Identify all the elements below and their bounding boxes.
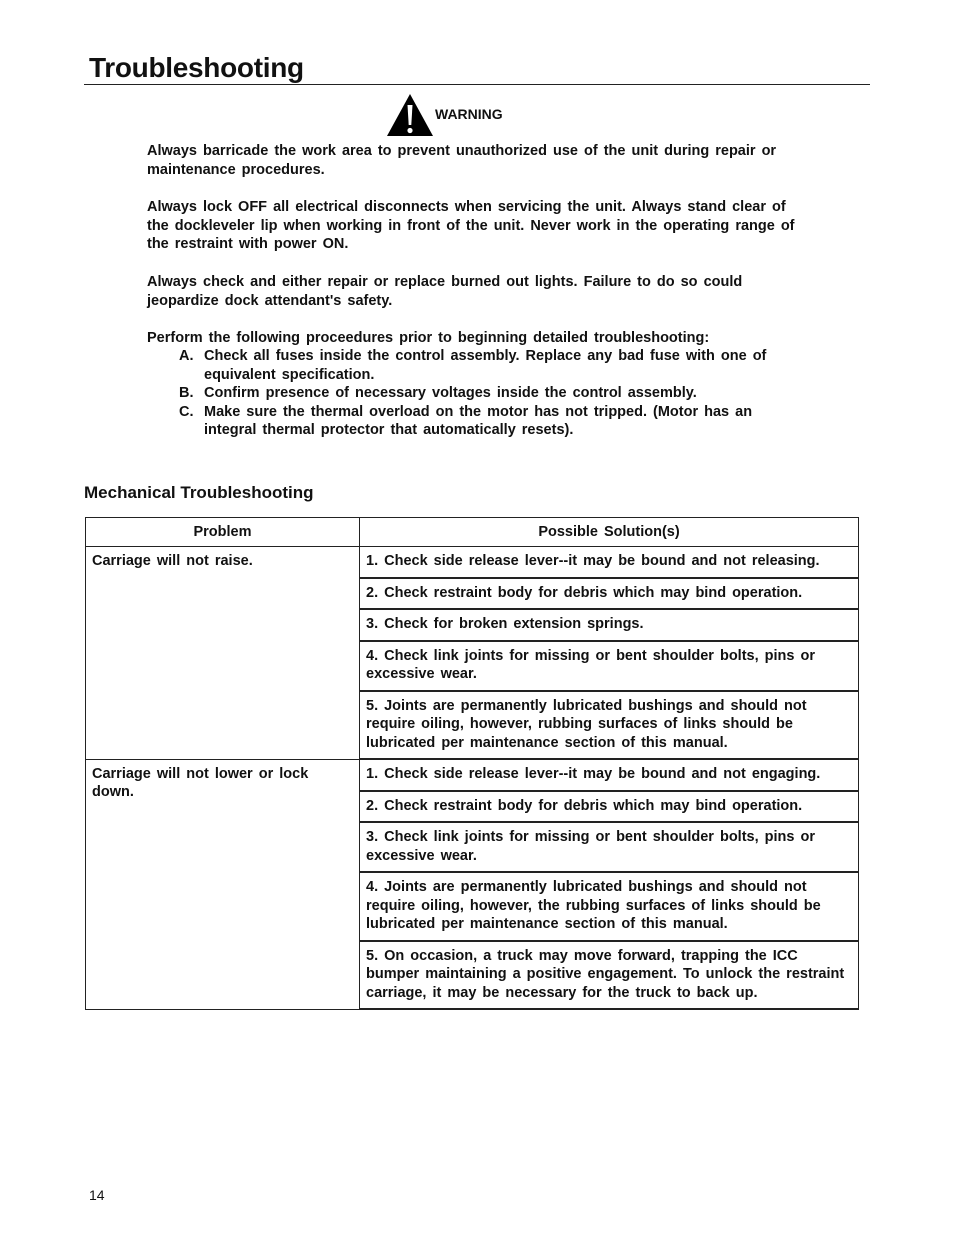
procedures-intro: Perform the following proceedures prior to beginning detailed troubleshooting: xyxy=(147,330,710,346)
procedures-list xyxy=(179,347,789,440)
problem-cell: Carriage will not lower or lock down. xyxy=(86,759,360,1009)
list-item xyxy=(179,347,789,384)
solution-cell: 5. On occasion, a truck may move forward, trapping the ICC bumper maintaining a positive engagement. To unlock the restraint carriage, it may be necessary for the truck to back up. xyxy=(360,941,859,1010)
section-heading: Mechanical Troubleshooting xyxy=(84,483,314,502)
solution-cell: 1. Check side release lever--it may be bound and not engaging. xyxy=(360,759,859,791)
table-header-row xyxy=(86,518,859,547)
solution-cell: 1. Check side release lever--it may be bound and not releasing. xyxy=(360,547,859,578)
page-title: Troubleshooting xyxy=(89,52,304,83)
solution-cell: 2. Check restraint body for debris which may bind operation. xyxy=(360,791,859,823)
list-item-text: Make sure the thermal overload on the motor has not tripped. (Motor has an integral thermal protector that automatically resets). xyxy=(204,403,753,438)
solution-cell: 4. Check link joints for missing or bent shoulder bolts, pins or excessive wear. xyxy=(360,641,859,691)
warning-triangle-icon xyxy=(386,93,434,137)
title-underline xyxy=(84,84,870,85)
warning-paragraph-lockout: Always lock OFF all electrical disconnects when servicing the unit. Always stand clear of the dockleveler lip when working in front of the unit. Never work in the operating range of the restraint with power ON. xyxy=(147,199,795,252)
column-header-solutions: Possible Solution(s) xyxy=(360,518,859,547)
problem-cell: Carriage will not raise. xyxy=(86,547,360,760)
list-item xyxy=(179,403,789,440)
table-row xyxy=(86,759,859,791)
list-item-text: Confirm presence of necessary voltages inside the control assembly. xyxy=(204,385,697,401)
solution-cell: 3. Check link joints for missing or bent shoulder bolts, pins or excessive wear. xyxy=(360,822,859,872)
warning-callout xyxy=(386,93,503,137)
list-marker: B. xyxy=(179,385,194,401)
warning-label: WARNING xyxy=(435,106,503,122)
solution-cell: 3. Check for broken extension springs. xyxy=(360,609,859,641)
warning-paragraph-barricade: Always barricade the work area to prevent unauthorized use of the unit during repair or maintenance procedures. xyxy=(147,143,777,178)
solution-cell: 4. Joints are permanently lubricated bushings and should not require oiling, however, the rubbing surfaces of links should be lubricated per maintenance section of this manual. xyxy=(360,872,859,941)
solution-cell: 2. Check restraint body for debris which may bind operation. xyxy=(360,578,859,610)
list-marker: A. xyxy=(179,348,194,364)
solution-cell: 5. Joints are permanently lubricated bushings and should not require oiling, however, rubbing surfaces of links should be lubricated per maintenance section of this manual. xyxy=(360,691,859,760)
warning-paragraph-lights: Always check and either repair or replace burned out lights. Failure to do so could jeopardize dock attendant's safety. xyxy=(147,274,743,309)
list-item-text: Check all fuses inside the control assembly. Replace any bad fuse with one of equivalent specification. xyxy=(204,348,767,383)
page-number: 14 xyxy=(89,1187,105,1203)
column-header-problem: Problem xyxy=(86,518,360,547)
troubleshooting-table xyxy=(85,517,859,1010)
list-marker: C. xyxy=(179,403,194,420)
list-item xyxy=(179,384,789,403)
table-row xyxy=(86,547,859,578)
